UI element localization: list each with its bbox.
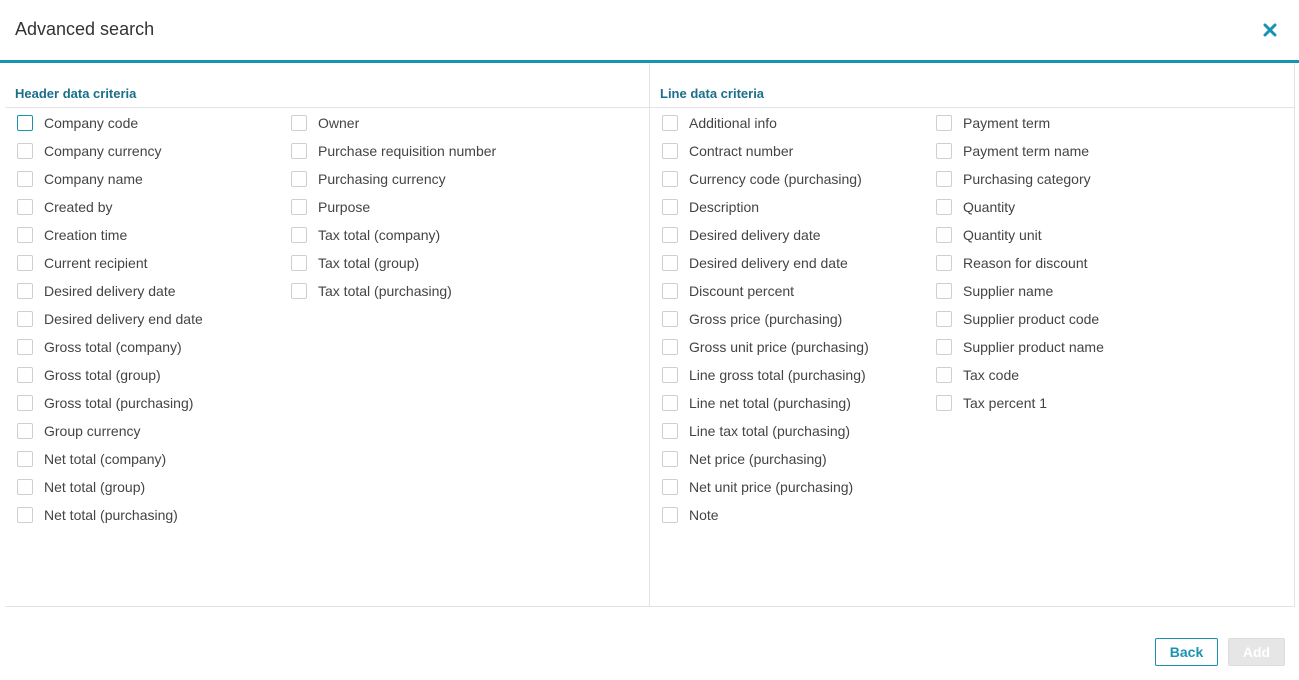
criteria-option[interactable] <box>17 221 203 249</box>
criteria-label: Purchase requisition number <box>318 143 497 159</box>
criteria-label: Creation time <box>44 227 128 243</box>
checkbox[interactable] <box>662 395 678 411</box>
criteria-option[interactable] <box>662 305 869 333</box>
checkbox[interactable] <box>291 283 307 299</box>
criteria-option[interactable] <box>662 417 869 445</box>
checkbox[interactable] <box>17 311 33 327</box>
checkbox[interactable] <box>936 283 952 299</box>
back-button[interactable]: Back <box>1155 638 1218 666</box>
checkbox[interactable] <box>936 255 952 271</box>
checkbox[interactable] <box>17 451 33 467</box>
criteria-option[interactable] <box>291 221 496 249</box>
criteria-label: Tax percent 1 <box>963 395 1048 411</box>
criteria-label: Currency code (purchasing) <box>689 171 862 187</box>
criteria-option[interactable] <box>17 389 203 417</box>
criteria-option[interactable] <box>936 361 1104 389</box>
checkbox[interactable] <box>662 283 678 299</box>
dialog-title: Advanced search <box>15 19 155 39</box>
checkbox[interactable] <box>936 115 952 131</box>
criteria-option[interactable] <box>662 109 869 137</box>
checkbox[interactable] <box>17 367 33 383</box>
checkbox[interactable] <box>662 451 678 467</box>
add-button[interactable]: Add <box>1228 638 1285 666</box>
criteria-option[interactable] <box>291 277 496 305</box>
criteria-option[interactable] <box>17 333 203 361</box>
criteria-option[interactable] <box>17 445 203 473</box>
checkbox[interactable] <box>936 339 952 355</box>
checkbox[interactable] <box>291 227 307 243</box>
checkbox[interactable] <box>17 507 33 523</box>
criteria-label: Gross total (group) <box>44 367 161 383</box>
criteria-label: Line tax total (purchasing) <box>689 423 851 439</box>
criteria-label: Line gross total (purchasing) <box>689 367 866 383</box>
criteria-option[interactable] <box>291 137 496 165</box>
criteria-option[interactable] <box>662 249 869 277</box>
criteria-option[interactable] <box>936 333 1104 361</box>
criteria-option[interactable] <box>936 305 1104 333</box>
criteria-option[interactable] <box>17 249 203 277</box>
checkbox[interactable] <box>17 143 33 159</box>
criteria-label: Gross total (purchasing) <box>44 395 194 411</box>
criteria-option[interactable] <box>936 249 1104 277</box>
checkbox[interactable] <box>17 171 33 187</box>
checkbox[interactable] <box>662 171 678 187</box>
criteria-label: Net total (group) <box>44 479 146 495</box>
criteria-option[interactable] <box>936 193 1104 221</box>
checkbox[interactable] <box>662 115 678 131</box>
checkbox[interactable] <box>17 199 33 215</box>
criteria-label: Tax total (group) <box>318 255 420 271</box>
checkbox[interactable] <box>17 479 33 495</box>
criteria-label: Tax total (purchasing) <box>318 283 452 299</box>
line-criteria-title: Line data criteria <box>660 86 765 101</box>
checkbox[interactable] <box>291 255 307 271</box>
criteria-label: Supplier product name <box>963 339 1104 355</box>
criteria-label: Purpose <box>318 199 371 215</box>
criteria-label: Company currency <box>44 143 162 159</box>
checkbox[interactable] <box>17 423 33 439</box>
checkbox[interactable] <box>291 199 307 215</box>
criteria-option[interactable] <box>662 501 869 529</box>
header-criteria-col2 <box>291 109 496 305</box>
checkbox[interactable] <box>936 143 952 159</box>
criteria-option[interactable] <box>936 221 1104 249</box>
criteria-label: Net price (purchasing) <box>689 451 827 467</box>
checkbox[interactable] <box>936 199 952 215</box>
criteria-label: Net total (company) <box>44 451 167 467</box>
criteria-label: Gross unit price (purchasing) <box>689 339 869 355</box>
checkbox[interactable] <box>17 115 33 131</box>
criteria-label: Contract number <box>689 143 794 159</box>
checkbox[interactable] <box>662 255 678 271</box>
criteria-option[interactable] <box>662 389 869 417</box>
criteria-option[interactable] <box>291 249 496 277</box>
checkbox[interactable] <box>662 507 678 523</box>
criteria-option[interactable] <box>662 193 869 221</box>
line-criteria-col2 <box>936 109 1104 417</box>
criteria-option[interactable] <box>662 361 869 389</box>
checkbox[interactable] <box>936 171 952 187</box>
criteria-option[interactable] <box>662 277 869 305</box>
criteria-label: Description <box>689 199 760 215</box>
criteria-label: Desired delivery date <box>44 283 176 299</box>
criteria-label: Reason for discount <box>963 255 1088 271</box>
close-button[interactable] <box>1258 18 1282 42</box>
criteria-option[interactable] <box>17 361 203 389</box>
criteria-option[interactable] <box>662 137 869 165</box>
criteria-option[interactable] <box>291 109 496 137</box>
checkbox[interactable] <box>936 311 952 327</box>
checkbox[interactable] <box>291 143 307 159</box>
criteria-label: Gross price (purchasing) <box>689 311 843 327</box>
criteria-label: Purchasing category <box>963 171 1091 187</box>
checkbox[interactable] <box>662 423 678 439</box>
criteria-label: Tax total (company) <box>318 227 441 243</box>
criteria-option[interactable] <box>17 473 203 501</box>
criteria-label: Net unit price (purchasing) <box>689 479 854 495</box>
criteria-option[interactable] <box>936 389 1104 417</box>
criteria-label: Desired delivery end date <box>44 311 203 327</box>
checkbox[interactable] <box>662 479 678 495</box>
checkbox[interactable] <box>662 367 678 383</box>
criteria-option[interactable] <box>17 277 203 305</box>
criteria-option[interactable] <box>662 445 869 473</box>
criteria-option[interactable] <box>17 109 203 137</box>
checkbox[interactable] <box>291 115 307 131</box>
criteria-label: Payment term name <box>963 143 1090 159</box>
checkbox[interactable] <box>662 199 678 215</box>
criteria-label: Gross total (company) <box>44 339 182 355</box>
checkbox[interactable] <box>291 171 307 187</box>
criteria-option[interactable] <box>936 277 1104 305</box>
checkbox[interactable] <box>17 395 33 411</box>
criteria-label: Additional info <box>689 115 777 131</box>
criteria-label: Payment term <box>963 115 1051 131</box>
dialog-header <box>0 0 1299 63</box>
criteria-label: Current recipient <box>44 255 148 271</box>
criteria-label: Purchasing currency <box>318 171 446 187</box>
line-criteria-panel <box>650 63 1295 607</box>
checkbox[interactable] <box>17 283 33 299</box>
criteria-label: Company name <box>44 171 143 187</box>
criteria-label: Tax code <box>963 367 1020 383</box>
checkbox[interactable] <box>662 143 678 159</box>
criteria-option[interactable] <box>291 193 496 221</box>
header-criteria-col1 <box>17 109 203 529</box>
header-criteria-panel <box>5 63 650 607</box>
checkbox[interactable] <box>17 227 33 243</box>
criteria-label: Group currency <box>44 423 141 439</box>
checkbox[interactable] <box>662 227 678 243</box>
criteria-label: Quantity unit <box>963 227 1042 243</box>
criteria-label: Line net total (purchasing) <box>689 395 851 411</box>
criteria-label: Company code <box>44 115 139 131</box>
criteria-option[interactable] <box>17 193 203 221</box>
criteria-option[interactable] <box>291 165 496 193</box>
close-icon <box>1263 23 1277 37</box>
checkbox[interactable] <box>936 227 952 243</box>
criteria-label: Supplier product code <box>963 311 1100 327</box>
criteria-option[interactable] <box>17 137 203 165</box>
criteria-option[interactable] <box>662 473 869 501</box>
divider <box>5 107 649 108</box>
checkbox[interactable] <box>662 339 678 355</box>
criteria-label: Discount percent <box>689 283 795 299</box>
header-criteria-title: Header data criteria <box>15 86 137 101</box>
checkbox[interactable] <box>936 367 952 383</box>
checkbox[interactable] <box>17 339 33 355</box>
criteria-label: Desired delivery end date <box>689 255 848 271</box>
criteria-label: Desired delivery date <box>689 227 821 243</box>
criteria-option[interactable] <box>662 333 869 361</box>
criteria-label: Owner <box>318 115 360 131</box>
line-criteria-col1 <box>662 109 869 529</box>
criteria-option[interactable] <box>936 137 1104 165</box>
criteria-option[interactable] <box>662 165 869 193</box>
criteria-option[interactable] <box>17 305 203 333</box>
checkbox[interactable] <box>936 395 952 411</box>
criteria-option[interactable] <box>936 109 1104 137</box>
checkbox[interactable] <box>662 311 678 327</box>
divider <box>650 107 1294 108</box>
criteria-label: Net total (purchasing) <box>44 507 178 523</box>
criteria-label: Created by <box>44 199 113 215</box>
criteria-label: Quantity <box>963 199 1016 215</box>
criteria-label: Supplier name <box>963 283 1054 299</box>
criteria-option[interactable] <box>17 501 203 529</box>
criteria-option[interactable] <box>662 221 869 249</box>
criteria-option[interactable] <box>17 165 203 193</box>
criteria-label: Note <box>689 507 719 523</box>
criteria-option[interactable] <box>17 417 203 445</box>
checkbox[interactable] <box>17 255 33 271</box>
criteria-option[interactable] <box>936 165 1104 193</box>
